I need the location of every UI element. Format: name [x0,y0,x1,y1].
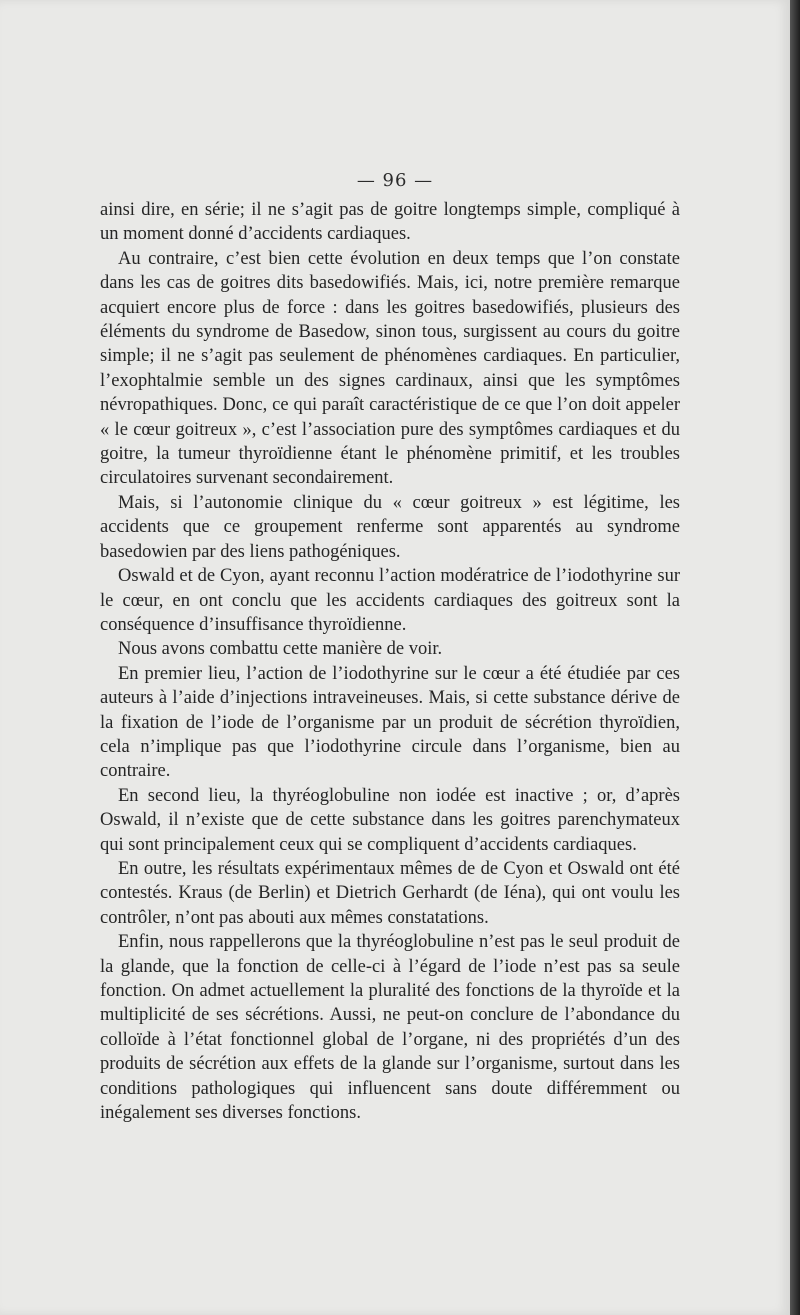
paragraph-2: Au contraire, c’est bien cette évolution en deux temps que l’on constate dans les cas de goitres dits basedowifiés. Mais, ici, notre première remarque acquiert encore plus de force : dans les goitres basedowifiés, plusieurs des éléments du syndrome de Basedow, sinon tous, surgissent au cours du goitre simple; il ne s’agit pas seulement de phénomènes cardiaques. En particulier, l’exophtalmie semble un des signes cardinaux, ainsi que les symptômes névropathiques. Donc, ce qui paraît caractéristique de ce que l’on doit appeler « le cœur goitreux », c’est l’association pure des symptômes cardiaques et du goitre, la tumeur thyroïdienne étant le phénomène primitif, et les troubles circulatoires survenant secondairement. [100,248,680,489]
paragraph-4: Oswald et de Cyon, ayant reconnu l’action modératrice de l’iodothyrine sur le cœur, en ont conclu que les accidents cardiaques des goitreux sont la conséquence d’insuffisance thyroïdienne. [100,566,680,635]
scan-edge [790,0,800,1315]
paragraph-7: En second lieu, la thyréoglobuline non iodée est inactive ; or, d’après Oswald, il n’existe que de cette substance dans les goitres parenchymateux qui sont principalement ceux qui se compliquent d’accidents cardiaques. [100,785,680,855]
paragraph-3: Mais, si l’autonomie clinique du « cœur goitreux » est légitime, les accidents que ce groupement renferme sont apparentés au syndrome basedowien par des liens pathogéniques. [100,492,680,562]
page-number: — 96 — [356,170,434,191]
paragraph-9: Enfin, nous rappellerons que la thyréoglobuline n’est pas le seul produit de la glande, que la fonction de celle-ci à l’égard de l’iode n’est pas sa seule fonction. On admet actuellement la pluralité des fonctions de la thyroïde et la multiplicité de ses sécrétions. Aussi, ne peut-on conclure de l’abondance du colloïde à l’état fonctionnel global de l’organe, ni des propriétés d’un des produits de sécrétion aux effets de la glande sur l’organisme, surtout dans les conditions pathologiques qui influencent sans doute différemment ou inégalement ses diverses fonctions. [100,932,680,1124]
paragraph-5: Nous avons combattu cette manière de voir. [118,639,443,660]
paragraph-8: En outre, les résultats expérimentaux mêmes de de Cyon et Oswald ont été contestés. Kraus (de Berlin) et Dietrich Gerhardt (de Iéna), qui ont voulu les contrôler, n’ont pas abouti aux mêmes constatations. [100,858,680,928]
body-text [100,198,680,1125]
paragraph-6: En premier lieu, l’action de l’iodothyrine sur le cœur a été étudiée par ces auteurs à l’aide d’injections intraveineuses. Mais, si cette substance dérive de la fixation de l’iode de l’organisme par un produit de sécrétion thyroïdien, cela n’implique pas que l’iodothyrine circule dans l’organisme, bien au contraire. [100,663,680,782]
paragraph-1: ainsi dire, en série; il ne s’agit pas de goitre longtemps simple, compliqué à un moment donné d’accidents cardiaques. [100,200,680,245]
